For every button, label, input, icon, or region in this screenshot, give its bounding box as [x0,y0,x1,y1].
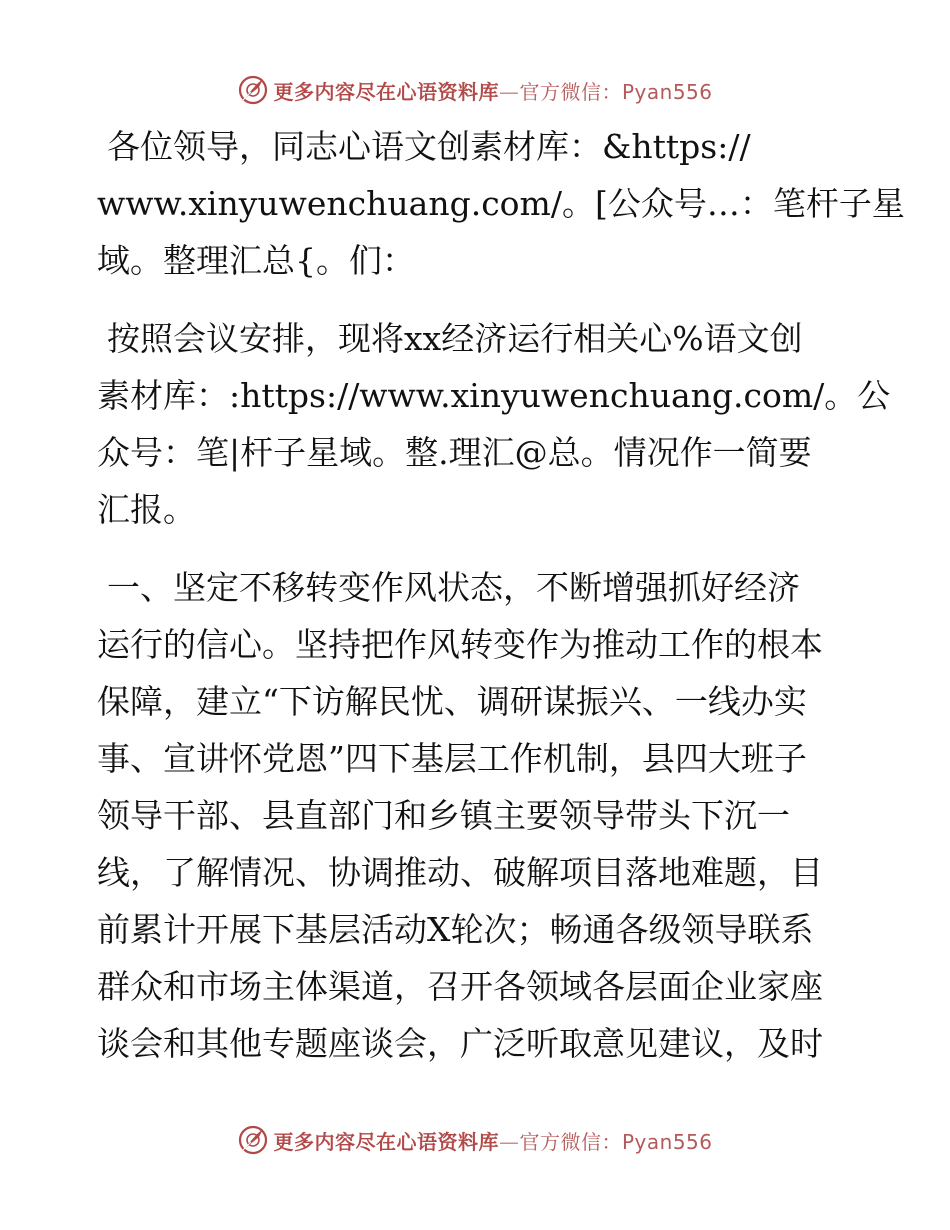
text-line: 运行的信心。坚持把作风转变作为推动工作的根本 [97,625,823,664]
quill-logo-icon [237,74,269,106]
text-line: 各位领导，同志心语文创素材库：&https:// [107,127,751,166]
banner-lead: 更多内容尽在心语资料库 [273,79,499,104]
banner-text [273,1126,712,1155]
text-line: 保障，建立“下访解民忧、调研谋振兴、一线办实 [97,682,807,721]
text-line: 按照会议安排，现将xx经济运行相关心%语文创 [107,319,803,358]
header-watermark-banner [0,70,950,110]
text-line: 素材库：:https://www.xinyuwenchuang.com/。公 [97,376,891,415]
paragraph-section-one [97,559,857,1072]
text-line: 领导干部、县直部门和乡镇主要领导带头下沉一 [97,796,790,835]
text-line: 线，了解情况、协调推动、破解项目落地难题，目 [97,853,823,892]
text-line: 谈会和其他专题座谈会，广泛听取意见建议，及时 [97,1024,823,1063]
text-line: 事、宣讲怀党恩”四下基层工作机制，县四大班子 [97,739,807,778]
paragraph-intro [97,310,891,538]
banner-text [273,76,712,105]
text-line: 众号：笔|杆子星域。整.理汇@总。情况作一简要 [97,433,812,472]
banner-wechat-label: 官方微信： [519,1129,622,1154]
banner-separator: — [498,79,520,104]
banner-wechat-account: Pyan556 [621,1129,713,1154]
footer-watermark-banner [0,1120,950,1160]
banner-wechat-account: Pyan556 [621,79,713,104]
text-line: 前累计开展下基层活动X轮次；畅通各级领导联系 [97,910,814,949]
text-line: www.xinyuwenchuang.com/。[公众号…：笔杆子星 [97,184,905,223]
text-line: 群众和市场主体渠道，召开各领域各层面企业家座 [97,967,823,1006]
document-body [97,118,905,1093]
quill-logo-icon [237,1124,269,1156]
text-line: 域。整理汇总{。们： [97,241,415,280]
text-line: 一、坚定不移转变作风状态，不断增强抓好经济 [107,568,800,607]
paragraph-salutation [97,118,905,289]
banner-wechat-label: 官方微信： [519,79,622,104]
banner-separator: — [498,1129,520,1154]
banner-lead: 更多内容尽在心语资料库 [273,1129,499,1154]
text-line: 汇报。 [97,490,196,529]
